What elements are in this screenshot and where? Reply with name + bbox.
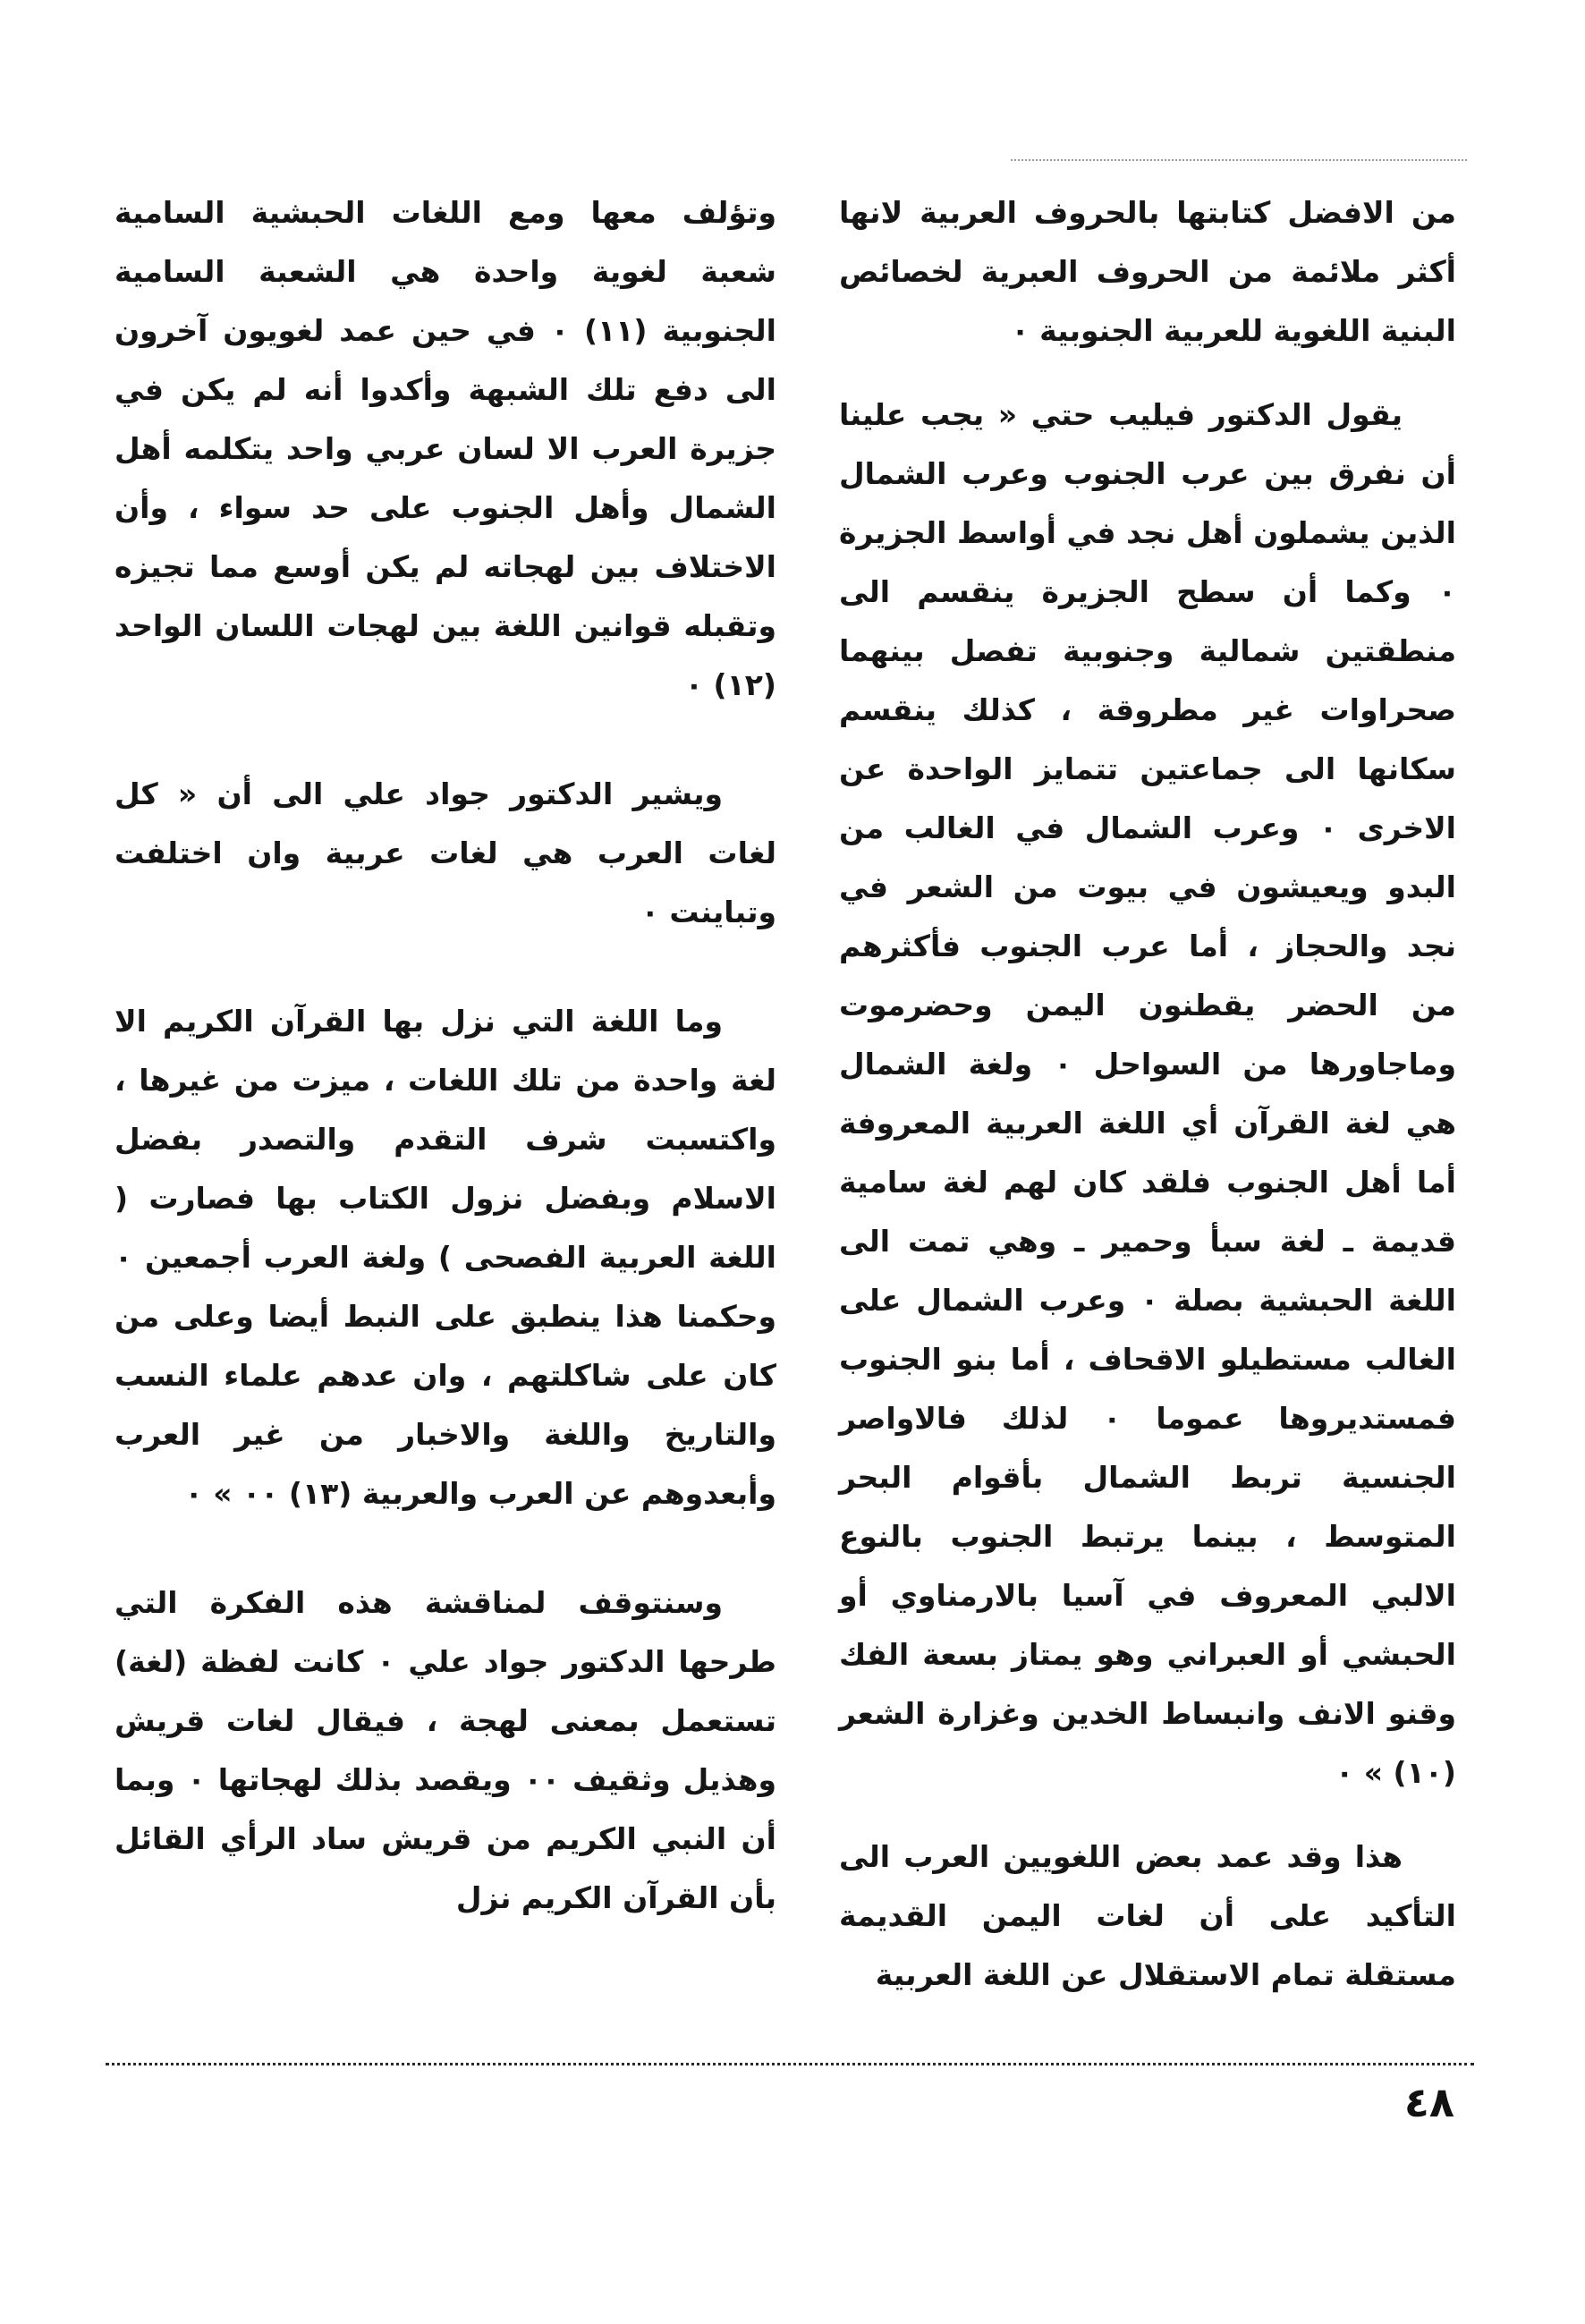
right-paragraph-2: يقول الدكتور فيليب حتي « يجب علينا أن نفرق بين عرب الجنوب وعرب الشمال الذين يشملون أهل نجد في أواسط الجزيرة ٠ وكما أن سطح الجزيرة ينقسم الى منطقتين شمالية وجنوبية تفصل بينهما صحراوات غير مطروقة ، كذلك ينقسم سكانها الى جماعتين تتمايز الواحدة عن الاخرى ٠ وعرب الشمال في الغالب من البدو ويعيشون في بيوت من الشعر في نجد والحجاز ، أما عرب الجنوب فأكثرهم من الحضر يقطنون اليمن وحضرموت وماجاورها من السواحل ٠ ولغة الشمال هي لغة القرآن أي اللغة العربية المعروفة أما أهل الجنوب فلقد كان لهم لغة سامية قديمة ـ لغة سبأ وحمير ـ وهي تمت الى اللغة الحبشية بصلة ٠ وعرب الشمال على الغالب مستطيلو الاقحاف ، أما بنو الجنوب فمستديروها عموما ٠ لذلك فالاواصر الجنسية تربط الشمال بأقوام البحر المتوسط ، بينما يرتبط الجنوب بالنوع الالبي المعروف في آسيا بالارمناوي أو الحبشي أو العبراني وهو يمتاز بسعة الفك وقنو الانف وانبساط الخدين وغزارة الشعر (١٠) » ٠ xyxy=(839,397,1456,1790)
right-paragraph-1: من الافضل كتابتها بالحروف العربية لانها أكثر ملائمة من الحروف العبرية لخصائص البنية اللغوية للعربية الجنوبية ٠ xyxy=(839,195,1456,348)
top-dotted-rule xyxy=(1011,159,1467,161)
left-paragraph-3: وما اللغة التي نزل بها القرآن الكريم الا لغة واحدة من تلك اللغات ، ميزت من غيرها ، واكتسبت شرف التقدم والتصدر بفضل الاسلام وبفضل نزول الكتاب بها فصارت ( اللغة العربية الفصحى ) ولغة العرب أجمعين ٠ وحكمنا هذا ينطبق على النبط أيضا وعلى من كان على شاكلتهم ، وان عدهم علماء النسب والتاريخ واللغة والاخبار من غير العرب وأبعدوهم عن العرب والعربية (١٣) ٠٠ » ٠ xyxy=(114,1004,776,1511)
page-number: ٤٨ xyxy=(1403,2078,1454,2126)
bottom-dotted-rule xyxy=(106,2063,1474,2065)
right-paragraph-3: هذا وقد عمد بعض اللغويين العرب الى التأكيد على أن لغات اليمن القديمة مستقلة تمام الاستقلال عن اللغة العربية xyxy=(839,1839,1456,1992)
left-text-column xyxy=(114,183,776,1953)
left-paragraph-1: وتؤلف معها ومع اللغات الحبشية السامية شعبة لغوية واحدة هي الشعبة السامية الجنوبية (١١) ٠ في حين عمد لغويون آخرون الى دفع تلك الشبهة وأكدوا أنه لم يكن في جزيرة العرب الا لسان عربي واحد يتكلمه أهل الشمال وأهل الجنوب على حد سواء ، وأن الاختلاف بين لهجاته لم يكن أوسع مما تجيزه وتقبله قوانين اللغة بين لهجات اللسان الواحد (١٢) ٠ xyxy=(114,195,776,702)
left-paragraph-4: وسنتوقف لمناقشة هذه الفكرة التي طرحها الدكتور جواد علي ٠ كانت لفظة (لغة) تستعمل بمعنى لهجة ، فيقال لغات قريش وهذيل وثقيف ٠٠ ويقصد بذلك لهجاتها ٠ وبما أن النبي الكريم من قريش ساد الرأي القائل بأن القرآن الكريم نزل xyxy=(114,1585,776,1915)
right-text-column xyxy=(839,183,1456,2030)
left-paragraph-2: ويشير الدكتور جواد علي الى أن « كل لغات العرب هي لغات عربية وان اختلفت وتباينت ٠ xyxy=(114,776,776,929)
